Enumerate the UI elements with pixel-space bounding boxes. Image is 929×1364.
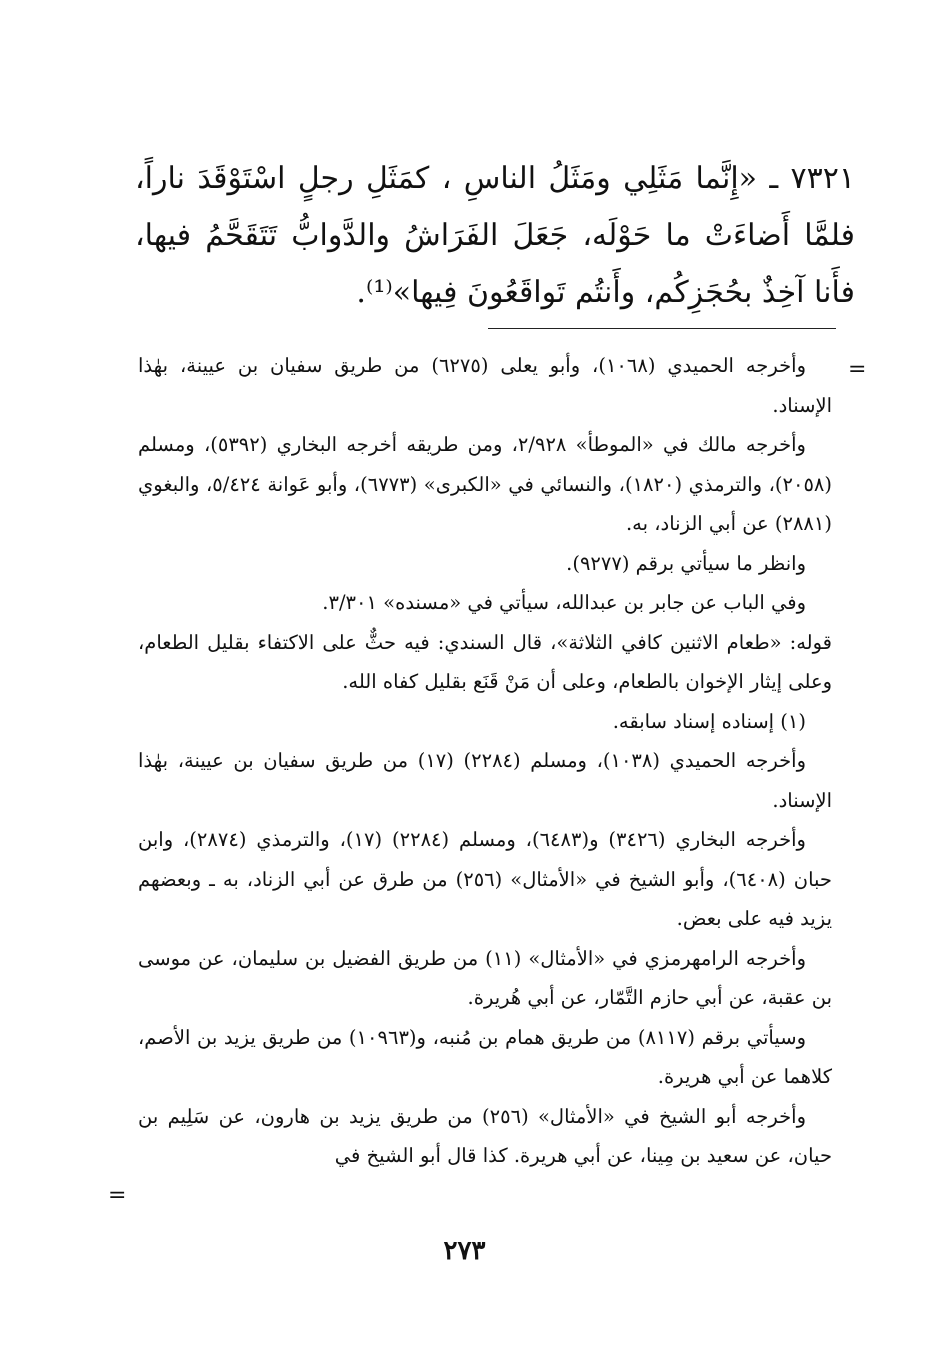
- footnote-paragraph: وفي الباب عن جابر بن عبدالله، سيأتي في «مسنده» ٣/٣٠١.: [322, 591, 806, 614]
- footnote-paragraph: وأخرجه مالك في «الموطأ» ٢/٩٢٨، ومن طريقه أخرجه البخاري (٥٣٩٢)، ومسلم (٢٠٥٨)، والترمذي (١٨٢٠)، والنسائي في «الكبرى» (٦٧٧٣)، وأبو عَوانة ٥/٤٢٤، والبغوي (٢٨٨١) عن أبي الزناد، به.: [138, 433, 833, 535]
- footnote-paragraph: (١) إسناده إسناد سابقه.: [612, 709, 806, 733]
- hadith-text: ٧٣٢١ ـ «إِنَّما مَثَلِي ومَثَلُ الناسِ ، كمَثَلِ رجلٍ اسْتَوْقَدَ ناراً، فلمَّا أَضاءَتْ ما حَوْلَه، جَعَلَ الفَرَاشُ والدَّوابُّ تَتَقَحَّمُ فيها، فأَنا آخِذٌ بحُجَزِكُم، وأَنتُم تَواقَعُونَ فِيها»⁽¹⁾.: [135, 161, 855, 310]
- footnote-paragraph: وأخرجه البخاري (٣٤٢٦) و(٦٤٨٣)، ومسلم (٢٢٨٤) (١٧)، والترمذي (٢٨٧٤)، وابن حبان (٦٤٠٨)، وأبو الشيخ في «الأمثال» (٢٥٦) من طرق عن أبي الزناد، به ـ وبعضهم يزيد فيه على بعض.: [138, 828, 832, 930]
- footnote-paragraph: وأخرجه الحميدي (١٠٣٨)، ومسلم (٢٢٨٤) (١٧) من طريق سفيان بن عيينة، بهٰذا الإسناد.: [138, 749, 832, 812]
- footnote-paragraph: وأخرجه الحميدي (١٠٦٨)، وأبو يعلى (٦٢٧٥) من طريق سفيان بن عيينة، بهٰذا الإسناد.: [138, 354, 832, 417]
- footnotes: [138, 346, 832, 1176]
- footnote-paragraph: وأخرجه الرامهرمزي في «الأمثال» (١١) من طريق الفضيل بن سليمان، عن موسى بن عقبة، عن أبي حازم التَّمّار، عن أبي هُريرة.: [138, 946, 832, 1009]
- footnote-paragraph: وانظر ما سيأتي برقم (٩٢٧٧).: [566, 551, 806, 575]
- page-number: ٢٧٣: [443, 1236, 486, 1266]
- footnote-paragraph: وأخرجه أبو الشيخ في «الأمثال» (٢٥٦) من طريق يزيد بن هارون، عن سَلِيم بن حيان، عن سعيد بن مِينا، عن أبي هريرة. كذا قال أبو الشيخ في: [138, 1104, 832, 1167]
- continuation-mark: =: [848, 357, 867, 382]
- footnote-paragraph: وسيأتي برقم (٨١١٧) من طريق همام بن مُنبه، و(١٠٩٦٣) من طريق يزيد بن الأصم، كلاهما عن أبي هريرة.: [138, 1025, 832, 1088]
- footnote-paragraph: قوله: «طعام الاثنين كافي الثلاثة»، قال السندي: فيه حثٌّ على الاكتفاء بقليل الطعام، وعلى إيثار الإخوان بالطعام، وعلى أن مَنْ قَنَع بقليل كفاه الله.: [138, 630, 832, 693]
- main-text-block: [135, 150, 855, 321]
- continuation-end-mark: =: [108, 1183, 127, 1208]
- footnote-separator: [488, 328, 836, 329]
